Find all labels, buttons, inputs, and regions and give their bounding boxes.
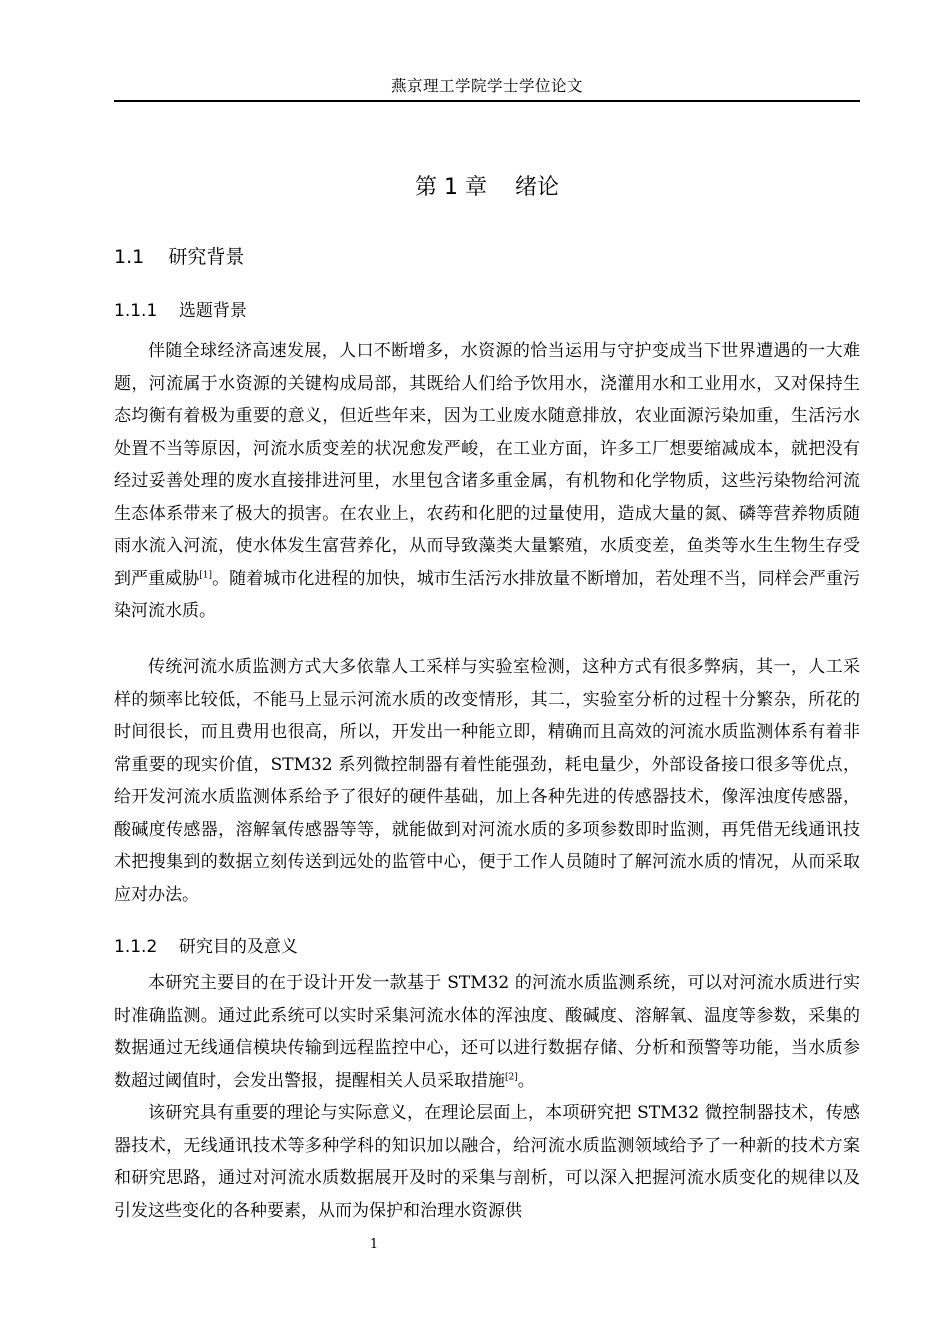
page-number: 1: [369, 1237, 379, 1252]
paragraph-background-1: [114, 335, 860, 628]
section-heading-1-1: 1.1 研究背景: [114, 246, 245, 268]
citation-ref-1: [1]: [199, 569, 213, 580]
paragraph-purpose-1: [114, 967, 860, 1097]
citation-ref-2: [2]: [505, 1071, 518, 1082]
paragraph-background-2: 传统河流水质监测方式大多依靠人工采样与实验室检测，这种方式有很多弊病，其一，人工采样的频率比较低，不能马上显示河流水质的改变情形，其二，实验室分析的过程十分繁杂，所花的时间很长，而且费用也很高，所以，开发出一种能立即，精确而且高效的河流水质监测体系有着非常重要的现实价值，STM32 系列微控制器有着性能强劲，耗电量少，外部设备接口很多等优点，给开发河流水质监测体系给予了很好的硬件基础，加上各种先进的传感器技术，像浑浊度传感器，酸碱度传感器，溶解氧传感器等等，就能做到对河流水质的多项参数即时监测，再凭借无线通讯技术把搜集到的数据立刻传送到远处的监管中心，便于工作人员随时了解河流水质的情况，从而采取应对办法。: [114, 657, 860, 905]
chapter-title: 第 1 章 绪论: [415, 175, 559, 200]
paragraph-text: 本研究主要目的在于设计开发一款基于 STM32 的河流水质监测系统，可以对河流水质进行实时准确监测。通过此系统可以实时采集河流水体的浑浊度、酸碱度、溶解氧、温度等参数，采集的数据通过无线通信模块传输到远程监控中心，还可以进行数据存储、分析和预警等功能，当水质参数超过阈值时，会发出警报，提醒相关人员采取措施: [114, 973, 860, 1091]
paragraph-text: 伴随全球经济高速发展，人口不断增多，水资源的恰当运用与守护变成当下世界遭遇的一大难题，河流属于水资源的关键构成局部，其既给人们给予饮用水，浇灌用水和工业用水，又对保持生态均衡有着极为重要的意义，但近些年来，因为工业废水随意排放，农业面源污染加重，生活污水处置不当等原因，河流水质变差的状况愈发严峻，在工业方面，许多工厂想要缩减成本，就把没有经过妥善处理的废水直接排进河里，水里包含诸多重金属，有机物和化学物质，这些污染物给河流生态体系带来了极大的损害。在农业上，农药和化肥的过量使用，造成大量的氮、磷等营养物质随雨水流入河流，使水体发生富营养化，从而导致藻类大量繁殖，水质变差，鱼类等水生生物生存受到严重威胁: [114, 341, 860, 589]
paragraph-purpose-2: 该研究具有重要的理论与实际意义，在理论层面上，本项研究把 STM32 微控制器技术，传感器技术，无线通讯技术等多种学科的知识加以融合，给河流水质监测领域给予了一种新的技术方案和研究思路，通过对河流水质数据展开及时的采集与剖析，可以深入把握河流水质变化的规律以及引发这些变化的各种要素，从而为保护和治理水资源供: [114, 1103, 860, 1221]
paragraph-text: 。随着城市化进程的加快，城市生活污水排放量不断增加，若处理不当，同样会严重污染河流水质。: [114, 568, 861, 621]
header-rule: [114, 100, 860, 102]
paragraph-text: 。: [517, 1070, 535, 1091]
running-header: 燕京理工学院学士学位论文: [390, 77, 583, 95]
subsection-heading-1-1-2: 1.1.2 研究目的及意义: [114, 937, 298, 957]
subsection-heading-1-1-1: 1.1.1 选题背景: [114, 301, 247, 321]
